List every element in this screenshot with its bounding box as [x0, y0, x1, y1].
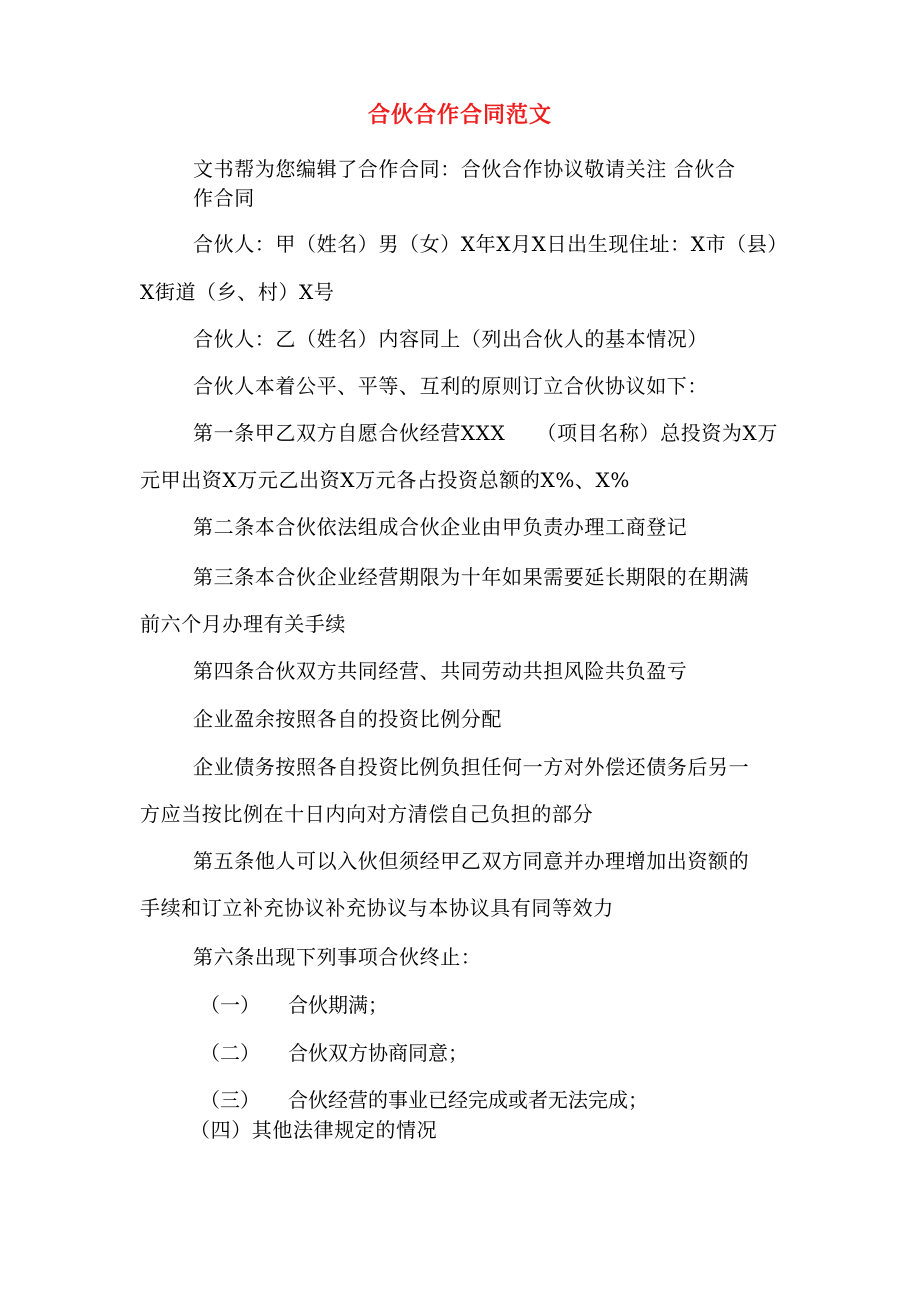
principle-statement: 合伙人本着公平、平等、互利的原则订立合伙协议如下： [193, 374, 708, 398]
intro-line-2: 作合同 [193, 186, 255, 210]
intro-line-1: 文书帮为您编辑了合作合同：合伙合作协议敬请关注 合伙合 [193, 157, 736, 181]
article-6: 第六条出现下列事项合伙终止： [193, 945, 482, 969]
termination-item-text: 合伙经营的事业已经完成或者无法完成； [288, 1088, 648, 1112]
article-1-line-2: 元甲出资X万元乙出资X万元各占投资总额的X%、X% [140, 468, 630, 492]
article-2: 第二条本合伙依法组成合伙企业由甲负责办理工商登记 [193, 515, 688, 539]
partner-a-line-1: 合伙人：甲（姓名）男（女）X年X月X日出生现住址：X市（县） [193, 232, 788, 256]
article-4-debt-line-1: 企业债务按照各自投资比例负担任何一方对外偿还债务后另一 [193, 755, 750, 779]
partner-a-line-2: X街道（乡、村）X号 [140, 280, 335, 304]
termination-item-4: （四）其他法律规定的情况 [190, 1118, 438, 1142]
article-3-line-1: 第三条本合伙企业经营期限为十年如果需要延长期限的在期满 [193, 565, 750, 589]
document-title: 合伙合作合同范文 [367, 102, 552, 128]
article-5-line-1: 第五条他人可以入伙但须经甲乙双方同意并办理增加出资额的 [193, 849, 750, 873]
termination-item-number: （二） [200, 1041, 260, 1065]
article-4: 第四条合伙双方共同经营、共同劳动共担风险共负盈亏 [193, 659, 688, 683]
termination-item-number: （三） [200, 1088, 260, 1112]
article-3-line-2: 前六个月办理有关手续 [140, 612, 346, 636]
partner-b: 合伙人：乙（姓名）内容同上（列出合伙人的基本情况） [193, 327, 708, 351]
article-1-line-1: 第一条甲乙双方自愿合伙经营XXX （项目名称）总投资为X万 [193, 421, 778, 445]
termination-item-text: 合伙双方协商同意； [288, 1041, 468, 1065]
termination-item-text: 合伙期满； [288, 993, 388, 1017]
termination-item-number: （一） [200, 993, 260, 1017]
article-4-debt-line-2: 方应当按比例在十日内向对方清偿自己负担的部分 [140, 802, 594, 826]
article-4-profit: 企业盈余按照各自的投资比例分配 [193, 707, 502, 731]
article-5-line-2: 手续和订立补充协议补充协议与本协议具有同等效力 [140, 896, 614, 920]
